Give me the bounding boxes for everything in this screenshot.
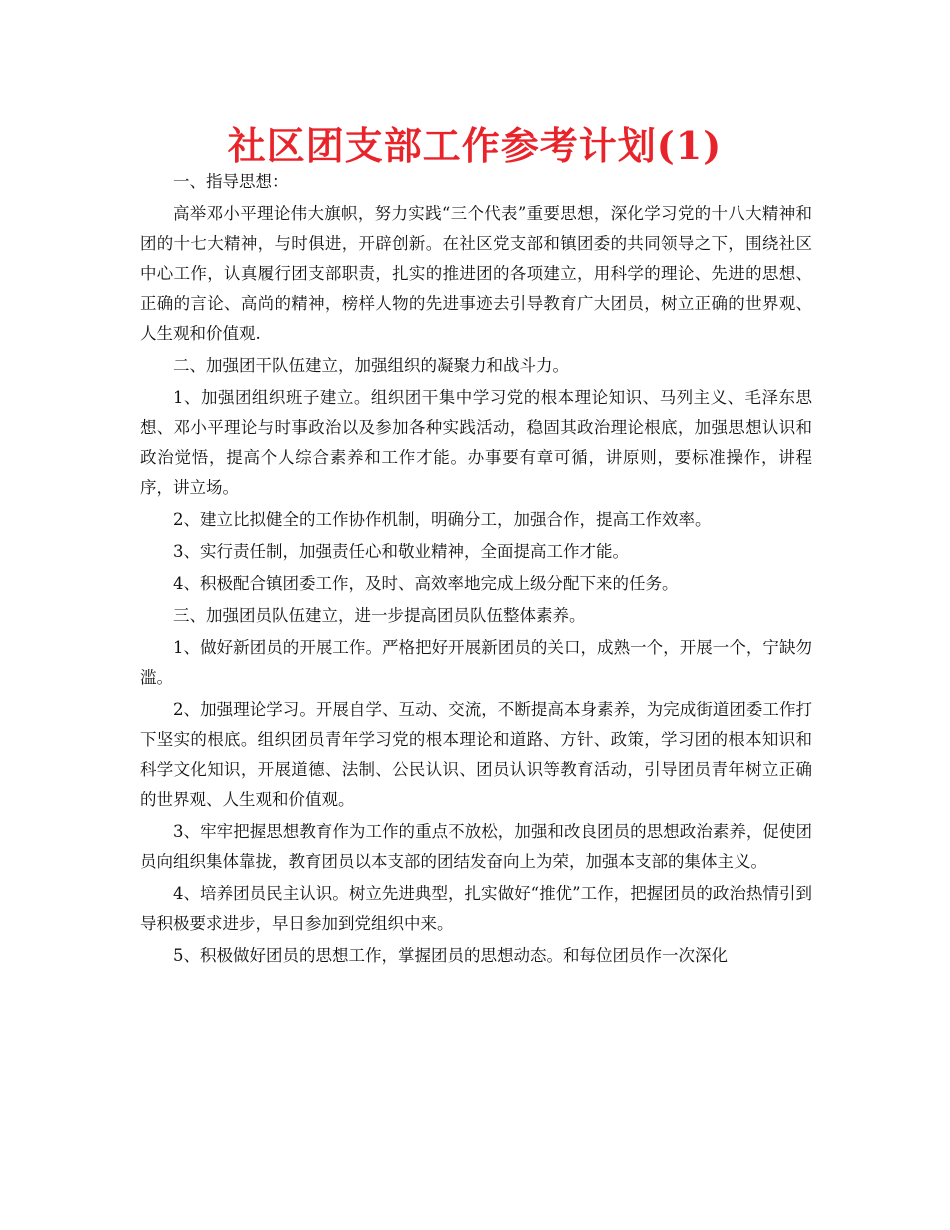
paragraph-heading-2: 二、加强团干队伍建立，加强组织的凝聚力和战斗力。 bbox=[173, 356, 569, 375]
paragraph: 3、牢牢把握思想教育作为工作的重点不放松，加强和改良团员的思想政治素养，促使团员向组织集体靠拢，教育团员以本支部的团结发奋向上为荣，加强本支部的集体主义。 bbox=[140, 822, 812, 871]
document-body bbox=[140, 167, 812, 973]
paragraph: 5、积极做好团员的思想工作，掌握团员的思想动态。和每位团员作一次深化 bbox=[173, 946, 728, 965]
paragraph-heading-3: 三、加强团员队伍建立，进一步提高团员队伍整体素养。 bbox=[173, 606, 586, 625]
paragraph: 高举邓小平理论伟大旗帜，努力实践“三个代表”重要思想，深化学习党的十八大精神和团的十七大精神，与时俱进，开辟创新。在社区党支部和镇团委的共同领导之下，围绕社区中心工作，认真履行团支部职责，扎实的推进团的各项建立，用科学的理论、先进的思想、正确的言论、高尚的精神，榜样人物的先进事迹去引导教育广大团员，树立正确的世界观、人生观和价值观. bbox=[140, 204, 812, 343]
paragraph: 2、加强理论学习。开展自学、互动、交流，不断提高本身素养，为完成街道团委工作打下坚实的根底。组织团员青年学习党的根本理论和道路、方针、政策，学习团的根本知识和科学文化知识，开展道德、法制、公民认识、团员认识等教育活动，引导团员青年树立正确的世界观、人生观和价值观。 bbox=[140, 700, 812, 809]
document-title: 社区团支部工作参考计划(1) bbox=[227, 123, 723, 168]
paragraph-heading-1: 一、指导思想： bbox=[173, 172, 289, 191]
paragraph: 3、实行责任制，加强责任心和敬业精神，全面提高工作才能。 bbox=[173, 542, 629, 561]
paragraph: 4、积极配合镇团委工作，及时、高效率地完成上级分配下来的任务。 bbox=[173, 574, 679, 593]
paragraph: 4、培养团员民主认识。树立先进典型，扎实做好“推优”工作，把握团员的政治热情引到导积极要求进步，早日参加到党组织中来。 bbox=[140, 884, 812, 933]
paragraph: 1、加强团组织班子建立。组织团干集中学习党的根本理论知识、马列主义、毛泽东思想、邓小平理论与时事政治以及参加各种实践活动，稳固其政治理论根底，加强思想认识和政治觉悟，提高个人综合素养和工作才能。办事要有章可循，讲原则，要标准操作，讲程序，讲立场。 bbox=[140, 388, 812, 497]
paragraph: 1、做好新团员的开展工作。严格把好开展新团员的关口，成熟一个，开展一个，宁缺勿滥。 bbox=[140, 638, 812, 687]
paragraph: 2、建立比拟健全的工作协作机制，明确分工，加强合作，提高工作效率。 bbox=[173, 510, 712, 529]
